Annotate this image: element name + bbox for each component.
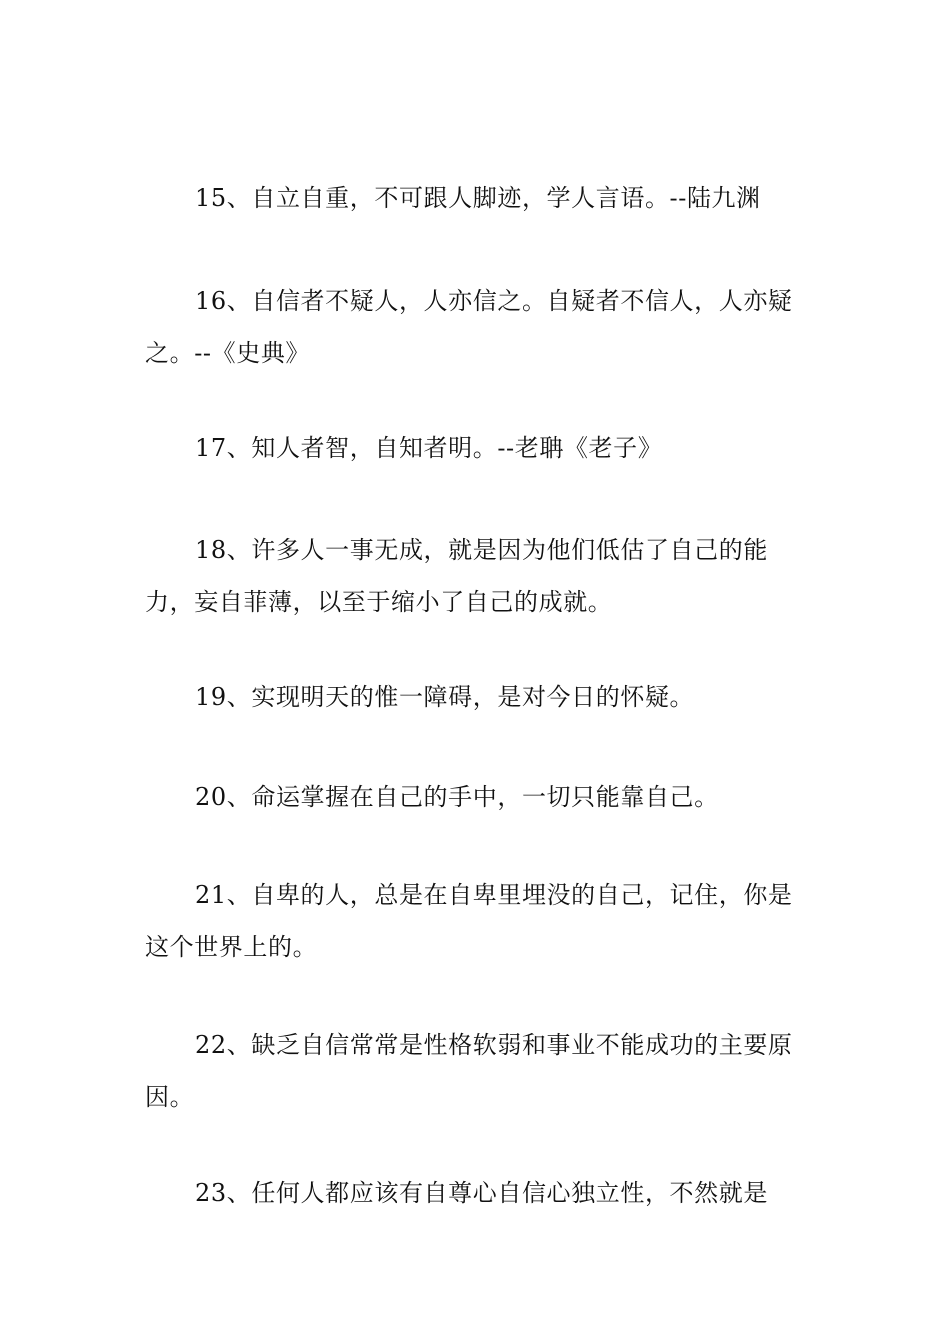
quote-paragraph-22: 22、缺乏自信常常是性格软弱和事业不能成功的主要原因。 xyxy=(145,1031,793,1111)
quote-paragraph-20: 20、命运掌握在自己的手中，一切只能靠自己。 xyxy=(195,783,719,811)
quote-paragraph-16: 16、自信者不疑人，人亦信之。自疑者不信人，人亦疑之。--《史典》 xyxy=(145,287,793,367)
quote-paragraph-15: 15、自立自重，不可跟人脚迹，学人言语。--陆九渊 xyxy=(195,184,761,212)
quote-paragraph-17: 17、知人者智，自知者明。--老聃《老子》 xyxy=(195,434,663,462)
quote-paragraph-23: 23、任何人都应该有自尊心自信心独立性，不然就是 xyxy=(195,1179,768,1207)
quote-paragraph-21: 21、自卑的人，总是在自卑里埋没的自己，记住，你是这个世界上的。 xyxy=(145,881,793,961)
quote-paragraph-19: 19、实现明天的惟一障碍，是对今日的怀疑。 xyxy=(195,683,695,711)
quote-paragraph-18: 18、许多人一事无成，就是因为他们低估了自己的能力，妄自菲薄，以至于缩小了自己的成就。 xyxy=(145,536,768,616)
